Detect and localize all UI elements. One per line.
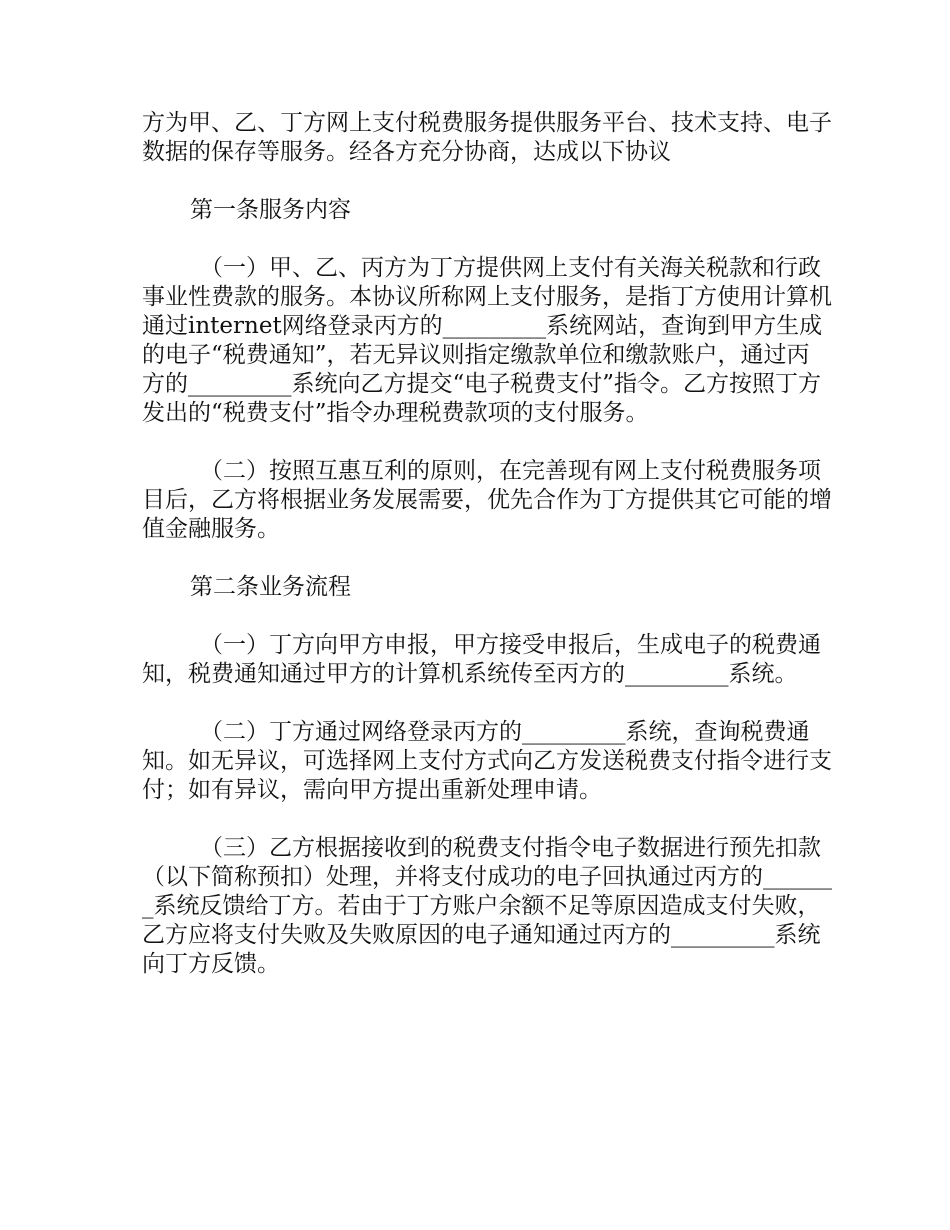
- document-body: [142, 109, 832, 1008]
- business-process-clause-1: （一）丁方向甲方申报，甲方接受申报后，生成电子的税费通知，税费通知通过甲方的计算机系统传至丙方的_________系统。: [142, 632, 821, 687]
- section-heading-service-content: 第一条服务内容: [190, 197, 351, 223]
- intro-paragraph: 方为甲、乙、丁方网上支付税费服务提供服务平台、技术支持、电子数据的保存等服务。经各方充分协商，达成以下协议: [142, 110, 832, 165]
- business-process-clause-2: （二）丁方通过网络登录丙方的_________系统，查询税费通知。如无异议，可选择网上支付方式向乙方发送税费支付指令进行支付；如有异议，需向甲方提出重新处理申请。: [142, 719, 832, 803]
- business-process-clause-3: （三）乙方根据接收到的税费支付指令电子数据进行预先扣款（以下简称预扣）处理，并将支付成功的电子回执通过丙方的_______系统反馈给丁方。若由于丁方账户余额不足等原因造成支付失败，乙方应将支付失败及失败原因的电子通知通过丙方的_________系统向丁方反馈。: [142, 835, 832, 977]
- section-heading-business-process: 第二条业务流程: [190, 574, 351, 600]
- service-content-clause-2: （二）按照互惠互利的原则，在完善现有网上支付税费服务项目后，乙方将根据业务发展需要，优先合作为丁方提供其它可能的增值金融服务。: [142, 458, 832, 542]
- service-content-clause-1: （一）甲、乙、丙方为丁方提供网上支付有关海关税款和行政事业性费款的服务。本协议所称网上支付服务，是指丁方使用计算机通过internet网络登录丙方的_________系统网站，查询到甲方生成的电子“税费通知”，若无异议则指定缴款单位和缴款账户，通过丙方的_________系统向乙方提交“电子税费支付”指令。乙方按照丁方发出的“税费支付”指令办理税费款项的支付服务。: [142, 255, 832, 426]
